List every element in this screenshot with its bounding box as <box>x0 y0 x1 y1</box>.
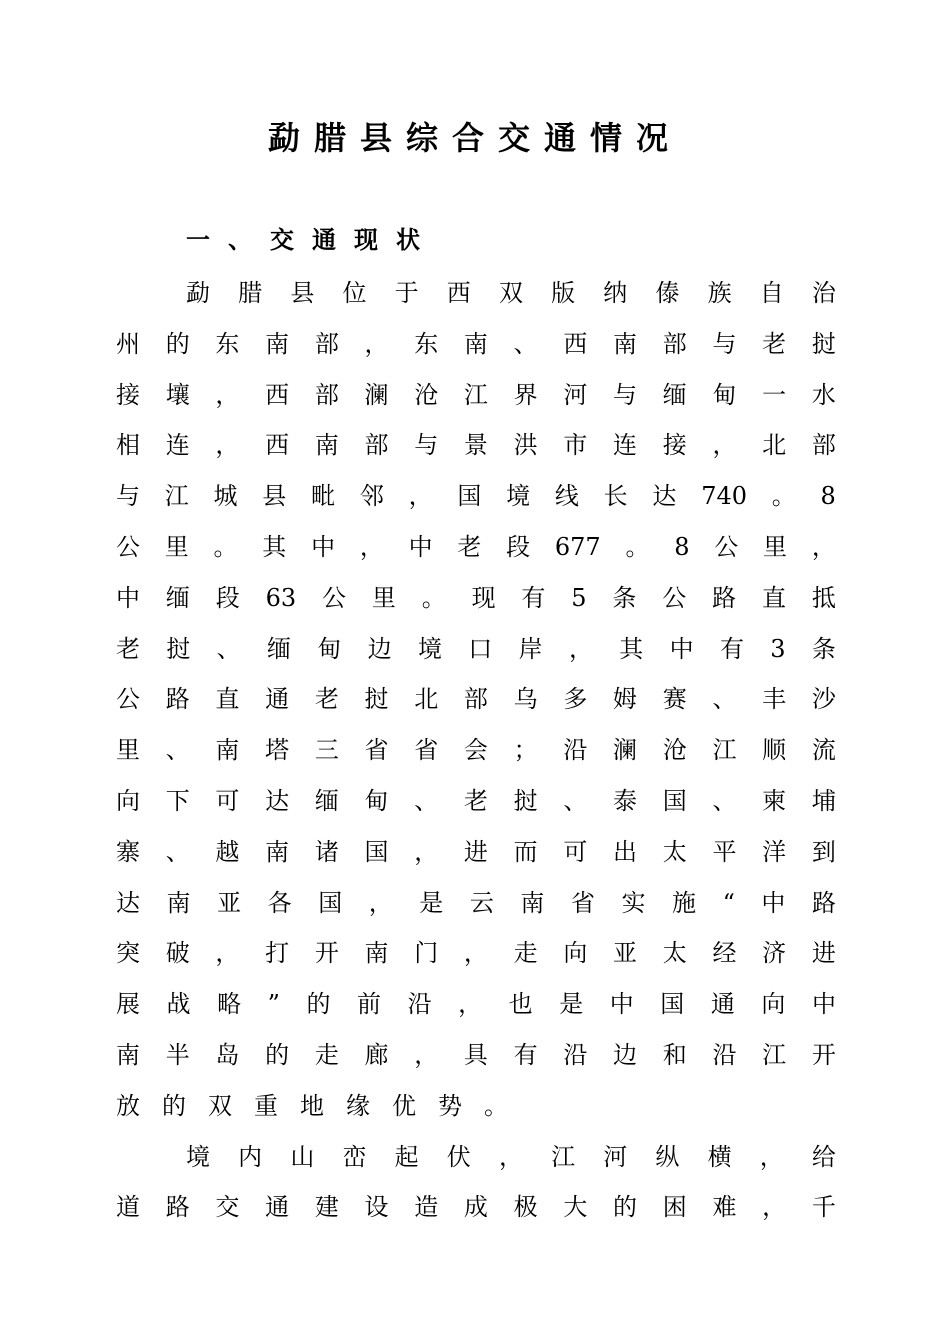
text-line: 向 下 可 达 缅 甸 、 老 挝 、 泰 国 、 柬 埔 <box>116 786 836 815</box>
text-line: 中 缅 段 63 公 里 。 现 有 5 条 公 路 直 抵 <box>116 583 836 612</box>
text-line: 州 的 东 南 部 ， 东 南 、 西 南 部 与 老 挝 <box>116 329 836 358</box>
text-line: 境 内 山 峦 起 伏 ， 江 河 纵 横 ， 给 <box>186 1142 836 1171</box>
text-line: 相 连 ， 西 南 部 与 景 洪 市 连 接 ， 北 部 <box>116 431 836 460</box>
text-line: 展 战 略 ” 的 前 沿 ， 也 是 中 国 通 向 中 <box>116 990 836 1019</box>
text-line: 里 、 南 塔 三 省 省 会 ； 沿 澜 沧 江 顺 流 <box>116 736 836 765</box>
body-text <box>116 268 836 1233</box>
text-line: 公 里 。 其 中 ， 中 老 段 677 。 8 公 里 ， <box>116 532 836 561</box>
text-line: 放 的 双 重 地 缘 优 势 。 <box>116 1091 508 1120</box>
text-line: 达 南 亚 各 国 ， 是 云 南 省 实 施 “ 中 路 <box>116 888 836 917</box>
text-line: 南 半 岛 的 走 廊 ， 具 有 沿 边 和 沿 江 开 <box>116 1040 836 1069</box>
text-line: 接 壤 ， 西 部 澜 沧 江 界 河 与 缅 甸 一 水 <box>116 380 836 409</box>
text-line: 突 破 ， 打 开 南 门 ， 走 向 亚 太 经 济 进 <box>116 939 836 968</box>
text-line: 寨 、 越 南 诸 国 ， 进 而 可 出 太 平 洋 到 <box>116 837 836 866</box>
page-title: 勐腊县综合交通情况 <box>267 119 682 157</box>
text-line: 公 路 直 通 老 挝 北 部 乌 多 姆 赛 、 丰 沙 <box>116 685 836 714</box>
section-heading: 一 、 交 通 现 状 <box>186 226 420 254</box>
text-line: 与 江 城 县 毗 邻 ， 国 境 线 长 达 740 。 8 <box>116 482 836 511</box>
text-line: 勐 腊 县 位 于 西 双 版 纳 傣 族 自 治 <box>186 279 836 307</box>
text-line: 道 路 交 通 建 设 造 成 极 大 的 困 难 ， 千 <box>116 1193 836 1222</box>
text-line: 老 挝 、 缅 甸 边 境 口 岸 ， 其 中 有 3 条 <box>116 634 836 663</box>
